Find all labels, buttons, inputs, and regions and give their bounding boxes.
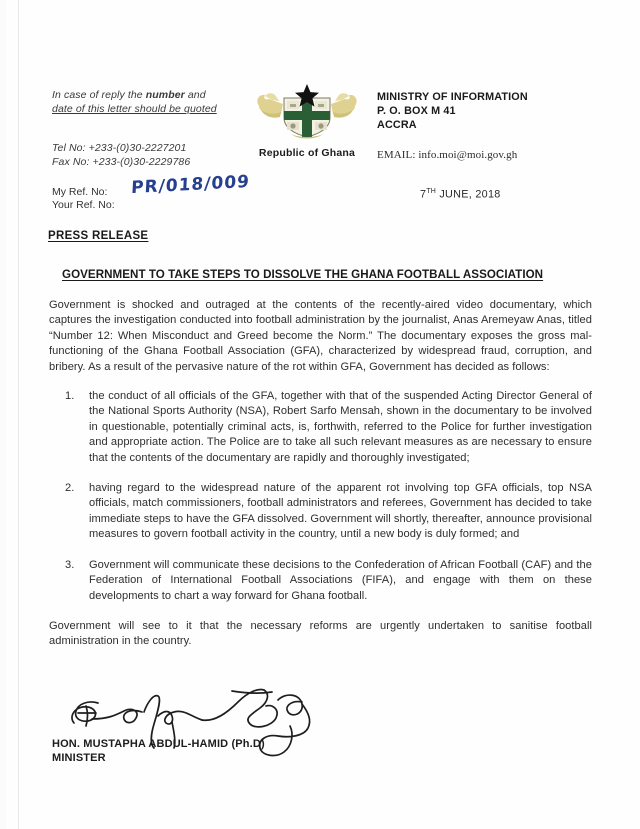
page-title: GOVERNMENT TO TAKE STEPS TO DISSOLVE THE GHANA FOOTBALL ASSOCIATION xyxy=(62,268,544,281)
list-item: Government will communicate these decisions to the Confederation of African Football (CAF) and the Federation of International Football Associations (FIFA), and engage with them on these developments to chart a way forward for Ghana football. xyxy=(89,558,592,602)
list-item: the conduct of all officials of the GFA, together with that of the suspended Acting Director General of the National Sports Authority (NSA), Robert Sarfo Mensah, shown in the documentary to be involved in questionable, potentially criminal acts, is, forthwith, referred to the Police for further investigation and appropriate action. The Police are to take all such relevant measures as are necessary to ensure that the contents of the documentary are rapidly and thoroughly investigated; xyxy=(89,390,592,464)
my-ref-handwritten-value: PR/018/009 xyxy=(130,171,251,199)
ministry-address xyxy=(377,90,607,133)
list-item: having regard to the widespread nature of the apparent rot involving top GFA officials, top NSA officials, match commissioners, football administrators and referees, Government has decided to take immediate steps to have the GFA dissolved. Government will shortly, thereafter, announce provisional measures to govern football activity in the country, until a new body is duly formed; and xyxy=(89,482,592,541)
signatory-name: HON. MUSTAPHA ABDUL-HAMID (Ph.D) xyxy=(52,738,265,750)
reply-note-line-1 xyxy=(52,88,262,102)
ministry-po-box: P. O. BOX M 41 xyxy=(377,105,456,118)
reply-note xyxy=(52,88,262,116)
your-ref-label: Your Ref. No: xyxy=(52,198,115,211)
reply-note-line-2: date of this letter should be quoted xyxy=(52,103,217,115)
emblem-caption: Republic of Ghana xyxy=(258,147,356,159)
letter-date xyxy=(420,188,501,201)
telephone-line: Tel No: +233-(0)30-2227201 xyxy=(52,142,187,154)
ghana-coat-of-arms-icon xyxy=(253,127,361,144)
reference-block xyxy=(52,171,262,211)
intro-paragraph: Government is shocked and outraged at the contents of the recently-aired video documentary, which captures the investigation conducted into football administration by the journalist, Anas Aremeyaw Anas, titled “Number 12: When Misconduct and Greed become the Norm.” The documentary exposes the gross mal-functioning of the Ghana Football Association (GFA), characterized by widespread fraud, corruption, and bribery. As a result of the pervasive nature of the rot within GFA, Government has decided as follows: xyxy=(49,299,592,373)
fax-line: Fax No: +233-(0)30-2229786 xyxy=(52,156,191,168)
your-ref-row xyxy=(52,199,262,212)
closing-paragraph: Government will see to it that the necessary reforms are urgently undertaken to sanitise football administration in the country. xyxy=(49,619,592,648)
date-month-year: JUNE, 2018 xyxy=(436,188,501,201)
letter-body xyxy=(49,298,592,662)
contact-block xyxy=(52,141,262,169)
signature-block xyxy=(52,694,372,774)
ministry-block xyxy=(377,90,607,161)
date-ordinal: TH xyxy=(426,188,437,195)
signatory xyxy=(52,737,265,765)
my-ref-label: My Ref. No: xyxy=(52,186,108,198)
date-day: 7 xyxy=(420,188,427,201)
ministry-name: MINISTRY OF INFORMATION xyxy=(377,91,528,103)
letterhead-left xyxy=(52,88,262,211)
reply-note-text-a: In case of reply the xyxy=(52,89,146,101)
press-release-heading: PRESS RELEASE xyxy=(48,230,149,242)
signatory-position: MINISTER xyxy=(52,752,106,764)
reply-note-text-b: and xyxy=(184,89,206,101)
reply-note-bold-number: number xyxy=(145,89,185,101)
coat-of-arms-block xyxy=(248,84,366,159)
ministry-email: EMAIL: info.moi@moi.gov.gh xyxy=(377,148,518,161)
decision-list xyxy=(49,389,592,604)
ministry-city: ACCRA xyxy=(377,119,417,132)
